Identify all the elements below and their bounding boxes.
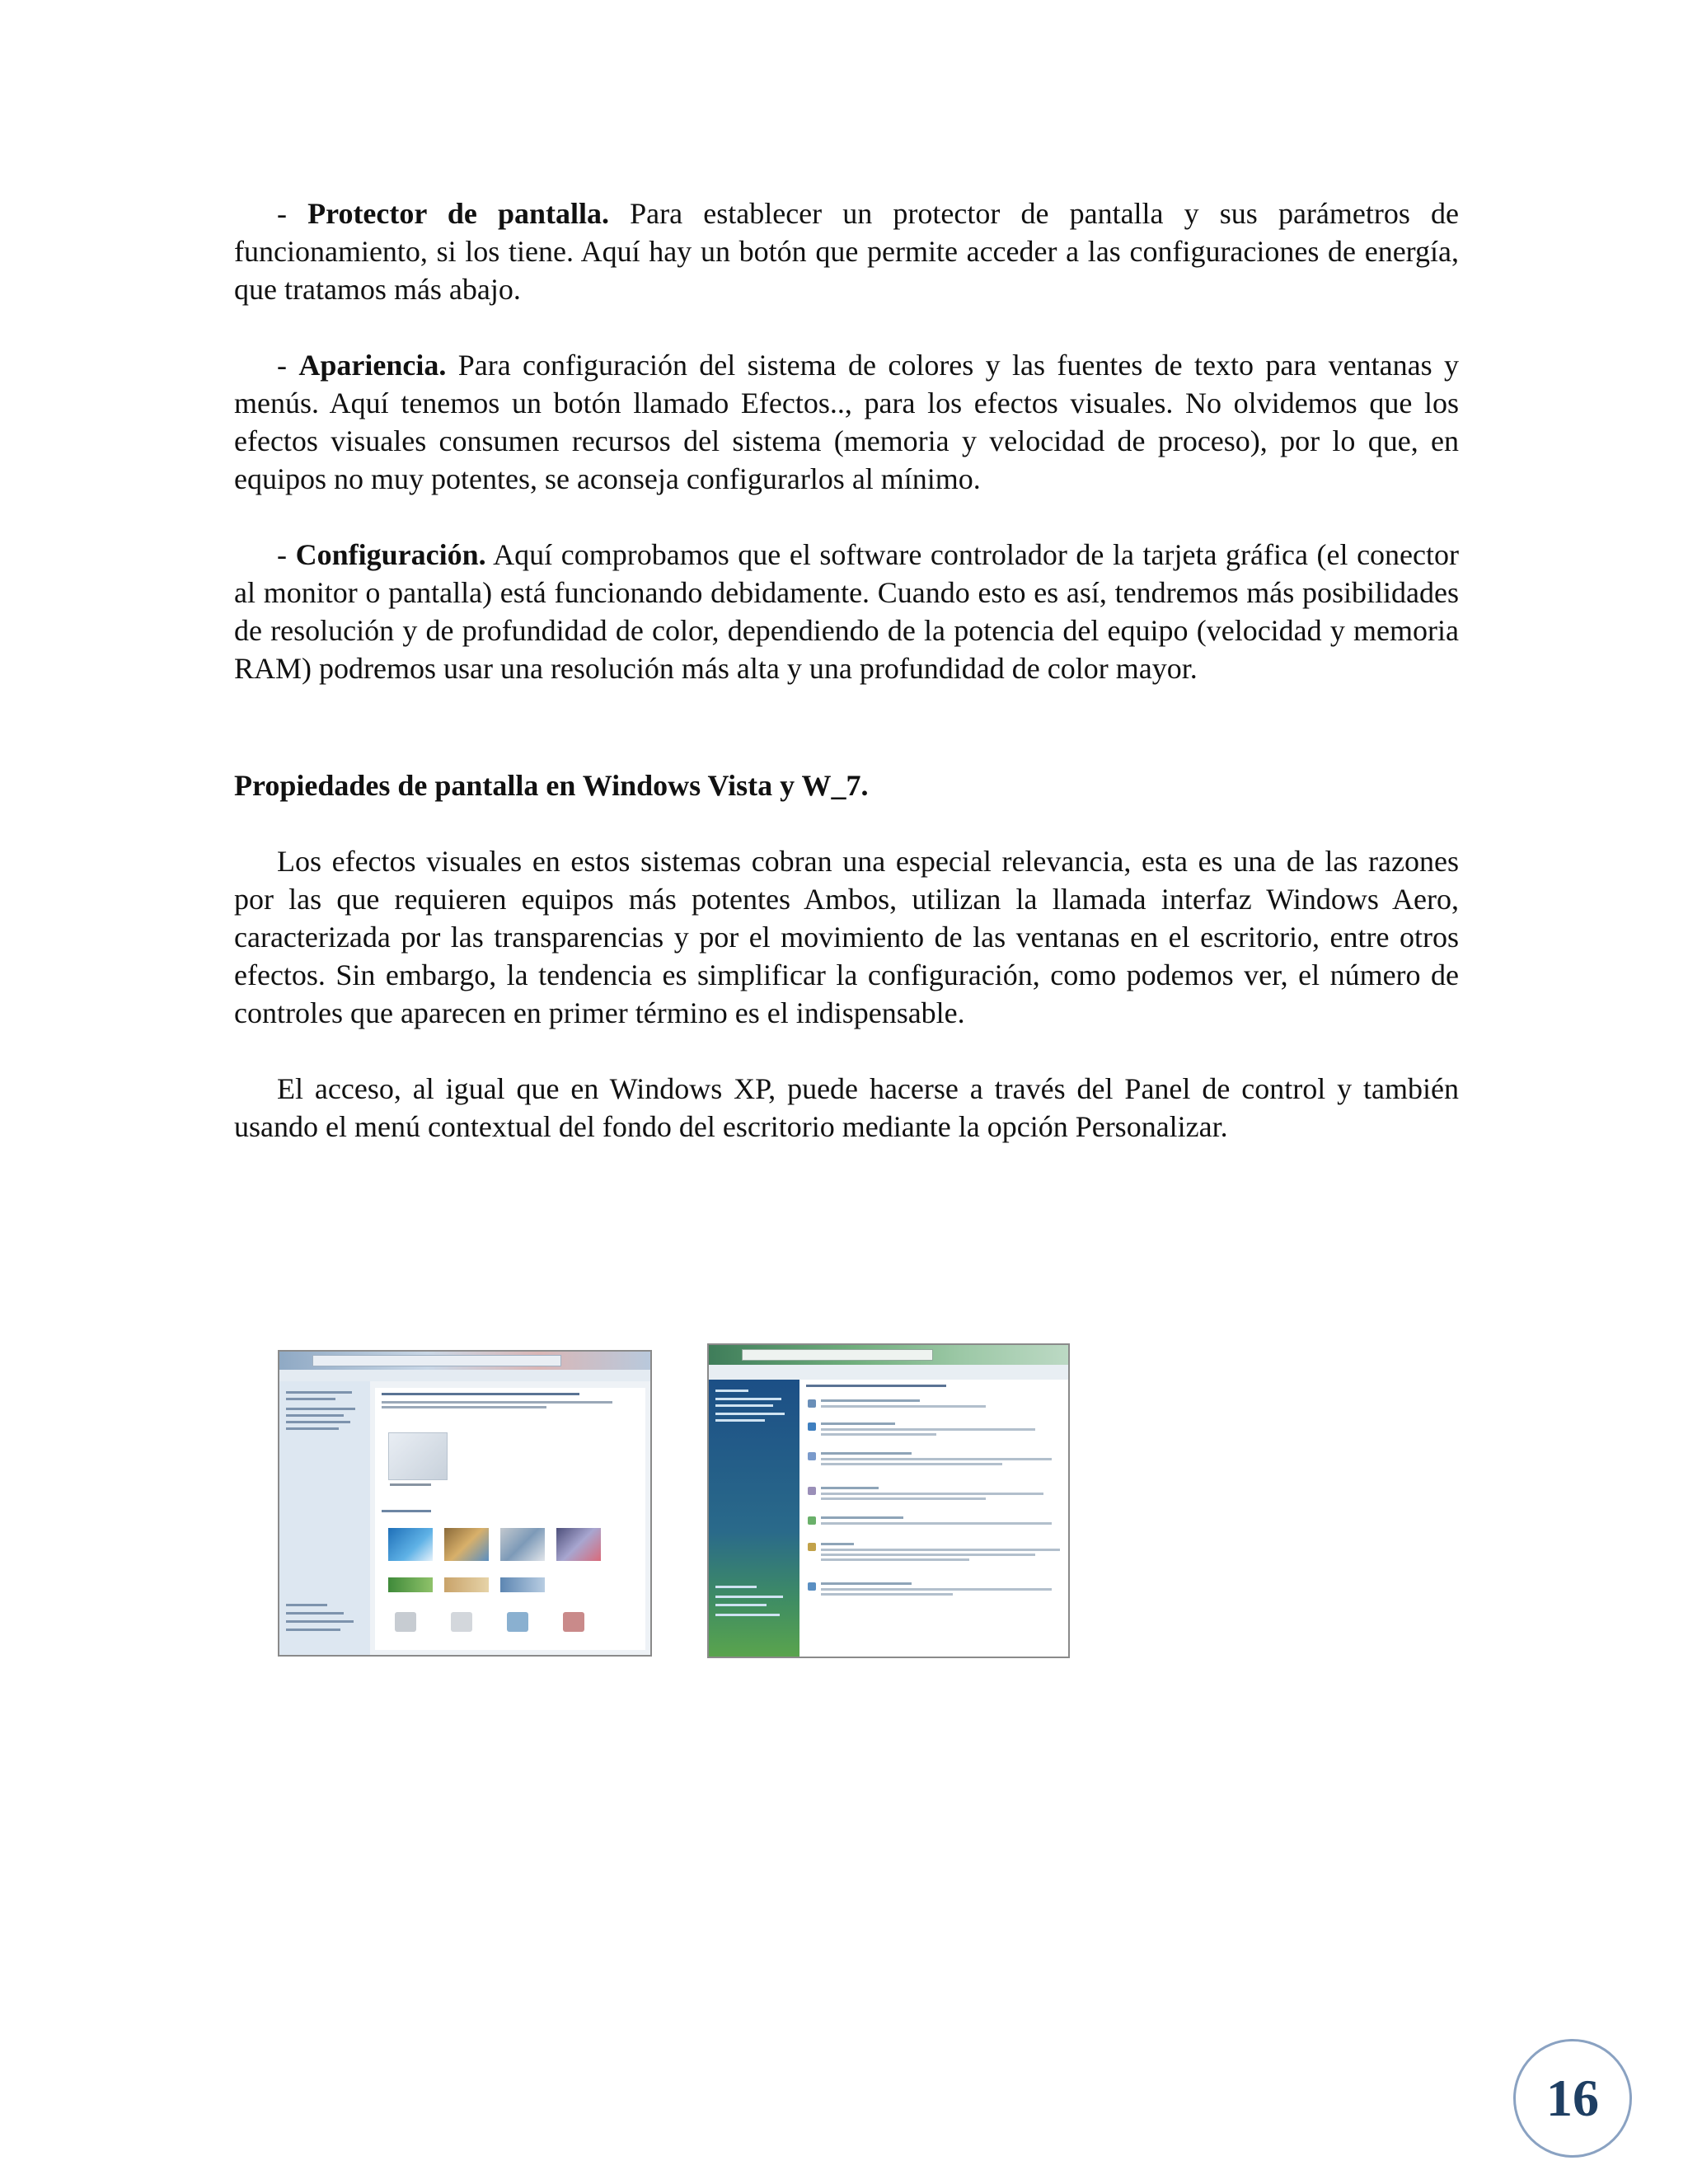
paragraph-efectos-visuales: Los efectos visuales en estos sistemas cobran una especial relevancia, esta es una de las razones por las que requieren equipos más potentes Ambos, utilizan la llamada interfaz Windows Aero, caracterizada por las transparencias y por el movimiento de las ventanas en el escritorio, entre otros efectos. Sin embargo, la tendencia es simplificar la configuración, como podemos ver, el número de controles que aparecen en primer término es el indispensable. <box>234 845 1459 1029</box>
page-number-badge <box>1513 2039 1632 2158</box>
paragraph-text: Para establecer un protector de pantalla y sus parámetros de funcionamiento, si los tiene. Aquí hay un botón que permite acceder a las configuraciones de energía, que tratamos más abajo. <box>234 197 1459 306</box>
paragraph-apariencia <box>234 346 1459 498</box>
paragraph-text: Para configuración del sistema de colores y las fuentes de texto para ventanas y menús. Aquí tenemos un botón llamado Efectos.., para los efectos visuales. No olvidemos que los efectos visuales consumen recursos del sistema (memoria y velocidad de proceso), por lo que, en equipos no muy potentes, se aconseja configurarlos al mínimo. <box>234 349 1459 495</box>
navigation-pane <box>709 1380 799 1657</box>
paragraph-text: Aquí comprobamos que el software controlador de la tarjeta gráfica (el conector al monitor o pantalla) está funcionando debidamente. Cuando esto es así, tendremos más posibilidades de resolución y de profundidad de color, dependiendo de la potencia del equipo (velocidad y memoria RAM) podremos usar una resolución más alta y una profundidad de color mayor. <box>234 538 1459 685</box>
menu-bar <box>279 1370 650 1381</box>
term-configuracion: Configuración. <box>295 538 486 571</box>
paragraph-prefix: - <box>277 349 299 382</box>
paragraph-protector-pantalla <box>234 194 1459 308</box>
windows-vista-personalize-screenshot <box>707 1343 1070 1658</box>
term-apariencia: Apariencia. <box>298 349 447 382</box>
toolbar <box>709 1365 1068 1380</box>
themes-panel <box>375 1388 645 1650</box>
personalization-panel <box>799 1380 1068 1657</box>
paragraph-acceso: El acceso, al igual que en Windows XP, puede hacerse a través del Panel de control y también usando el menú contextual del fondo del escritorio mediante la opción Personalizar. <box>234 1072 1459 1143</box>
page-content <box>234 194 1459 1183</box>
address-bar <box>312 1355 561 1366</box>
paragraph-prefix: - <box>277 197 308 230</box>
term-protector-pantalla: Protector de pantalla. <box>307 197 610 230</box>
page-number: 16 <box>1546 2069 1599 2127</box>
paragraph-prefix: - <box>277 538 296 571</box>
address-bar <box>742 1349 933 1361</box>
paragraph-configuracion <box>234 536 1459 687</box>
section-heading: Propiedades de pantalla en Windows Vista y W_7. <box>234 769 869 802</box>
windows-7-personalize-screenshot <box>278 1350 652 1657</box>
navigation-pane <box>279 1381 370 1655</box>
